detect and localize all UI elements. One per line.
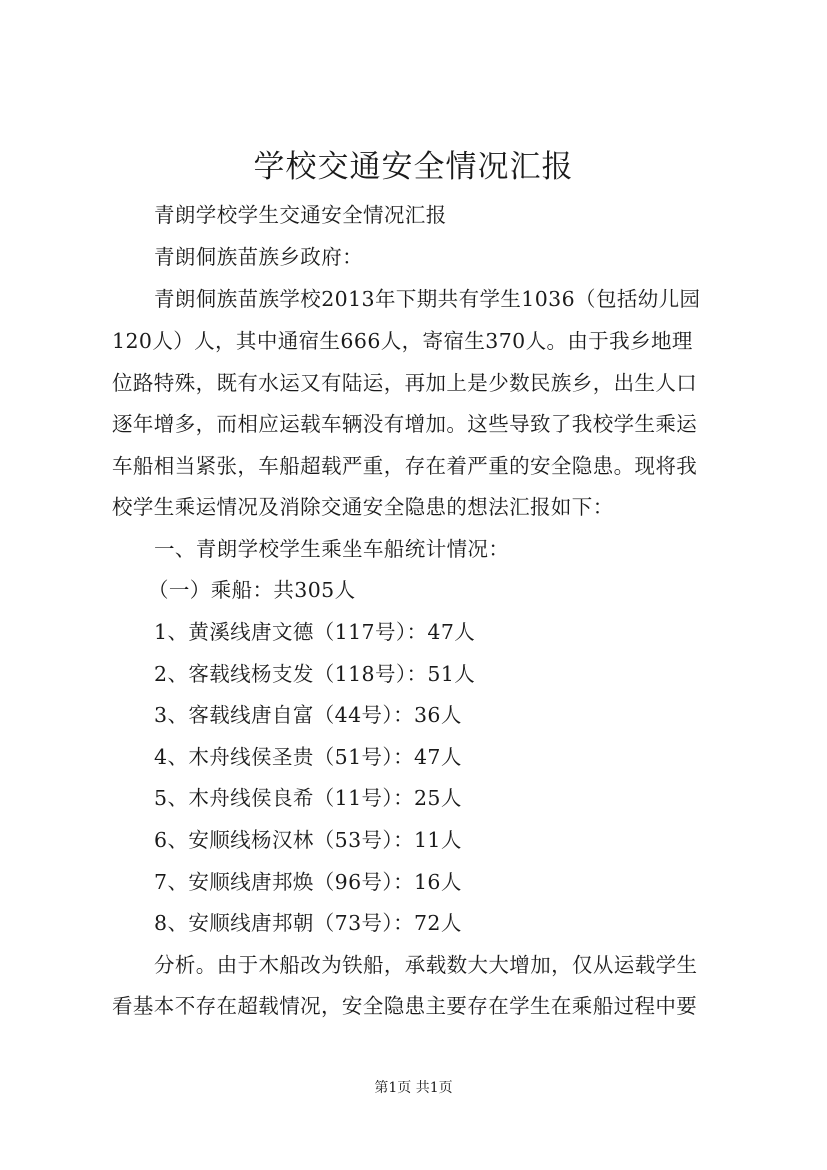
boat-list-item: 1、黄溪线唐文德（117号）：47人	[154, 620, 476, 644]
page-number: 第1页 共1页	[374, 1080, 453, 1096]
boat-list-item: 8、安顺线唐邦朝（73号）：72人	[154, 911, 462, 935]
subsection-heading: （一）乘船：共305人	[148, 578, 356, 602]
document-subtitle: 青朗学校学生交通安全情况汇报	[154, 203, 447, 227]
boat-list-item: 5、木舟线侯良希（11号）：25人	[154, 786, 462, 810]
addressee: 青朗侗族苗族乡政府：	[154, 245, 363, 269]
boat-list-item: 3、客载线唐自富（44号）：36人	[154, 703, 462, 727]
intro-line: 校学生乘运情况及消除交通安全隐患的想法汇报如下：	[112, 495, 614, 519]
boat-list-item: 6、安顺线杨汉林（53号）：11人	[154, 828, 462, 852]
document-title: 学校交通安全情况汇报	[253, 149, 574, 185]
intro-line: 位路特殊，既有水运又有陆运，再加上是少数民族乡，出生人口	[112, 371, 698, 395]
analysis-line: 看基本不存在超载情况，安全隐患主要存在学生在乘船过程中要	[112, 994, 698, 1018]
intro-line: 青朗侗族苗族学校2013年下期共有学生1036（包括幼儿园	[154, 287, 701, 311]
intro-line: 120人）人，其中通宿生666人，寄宿生370人。由于我乡地理	[112, 329, 693, 353]
analysis-line: 分析。由于木船改为铁船，承载数大大增加，仅从运载学生	[154, 953, 698, 977]
boat-list-item: 4、木舟线侯圣贵（51号）：47人	[154, 745, 462, 769]
section-heading: 一、青朗学校学生乘坐车船统计情况：	[154, 537, 510, 561]
intro-line: 车船相当紧张，车船超载严重，存在着严重的安全隐患。现将我	[112, 454, 698, 478]
intro-line: 逐年增多，而相应运载车辆没有增加。这些导致了我校学生乘运	[112, 412, 698, 436]
boat-list-item: 2、客载线杨支发（118号）：51人	[154, 662, 476, 686]
boat-list-item: 7、安顺线唐邦焕（96号）：16人	[154, 870, 462, 894]
